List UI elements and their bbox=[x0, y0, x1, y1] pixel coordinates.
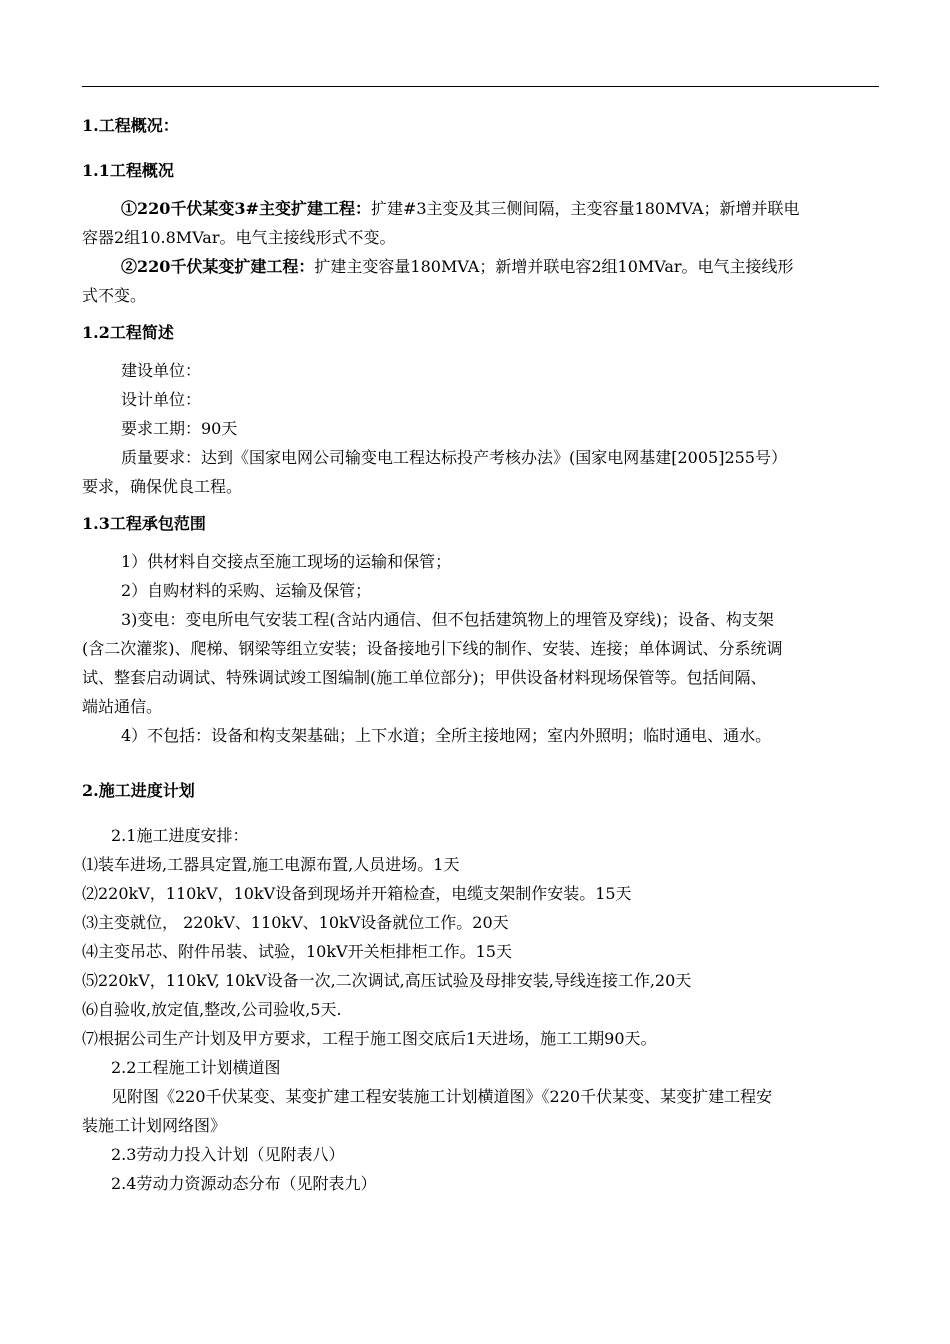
heading-1: 1.工程概况： bbox=[82, 116, 179, 135]
paragraph-2-bold: ②220千伏某变扩建工程： bbox=[121, 257, 315, 276]
section-1-1-title: 1.1工程概况 bbox=[82, 161, 174, 180]
required-period: 要求工期：90天 bbox=[121, 419, 238, 438]
schedule-step-3: ⑶主变就位， 220kV、110kV、10kV设备就位工作。20天 bbox=[82, 913, 509, 932]
schedule-step-1: ⑴装车进场,工器具定置,施工电源布置,人员进场。1天 bbox=[82, 855, 460, 874]
schedule-step-5: ⑸220kV，110kV, 10kV设备一次,二次调试,高压试验及母排安装,导线连接工作,20天 bbox=[82, 971, 692, 990]
schedule-step-2: ⑵220kV，110kV，10kV设备到现场并开箱检查，电缆支架制作安装。15天 bbox=[82, 884, 632, 903]
paragraph-2-line-1 bbox=[121, 257, 794, 277]
paragraph-1-bold: ①220千伏某变3#主变扩建工程： bbox=[121, 199, 371, 218]
labor-plan: 2.3劳动力投入计划（见附表八） bbox=[111, 1145, 345, 1164]
gantt-ref-line-1: 见附图《220千伏某变、某变扩建工程安装施工计划横道图》《220千伏某变、某变扩建工程安 bbox=[111, 1087, 773, 1106]
schedule-title: 2.1施工进度安排： bbox=[111, 826, 249, 845]
paragraph-1-line-1 bbox=[121, 199, 800, 219]
scope-item-3-line-4: 端站通信。 bbox=[82, 697, 163, 716]
scope-item-3-line-2: (含二次灌浆)、爬梯、钢梁等组立安装；设备接地引下线的制作、安装、连接；单体调试、分系统调 bbox=[82, 639, 783, 658]
scope-item-3-line-1: 3)变电：变电所电气安装工程(含站内通信、但不包括建筑物上的埋管及穿线)；设备、构支架 bbox=[121, 610, 774, 629]
design-unit: 设计单位： bbox=[121, 390, 202, 409]
heading-2: 2.施工进度计划 bbox=[82, 781, 195, 800]
section-1-3-title: 1.3工程承包范围 bbox=[82, 514, 206, 533]
scope-item-1: 1）供材料自交接点至施工现场的运输和保管； bbox=[121, 552, 452, 571]
schedule-step-6: ⑹自验收,放定值,整改,公司验收,5天. bbox=[82, 1000, 342, 1019]
schedule-step-4: ⑷主变吊芯、附件吊装、试验，10kV开关柜排柜工作。15天 bbox=[82, 942, 512, 961]
header-rule bbox=[82, 86, 879, 87]
scope-item-4: 4）不包括：设备和构支架基础；上下水道；全所主接地网；室内外照明；临时通电、通水。 bbox=[121, 726, 772, 745]
quality-requirement: 质量要求：达到《国家电网公司输变电工程达标投产考核办法》(国家电网基建[2005]255号） bbox=[121, 448, 787, 467]
gantt-ref-line-2: 装施工计划网络图》 bbox=[82, 1116, 227, 1135]
quality-requirement-cont: 要求，确保优良工程。 bbox=[82, 477, 243, 496]
scope-item-2: 2）自购材料的采购、运输及保管； bbox=[121, 581, 372, 600]
scope-item-3-line-3: 试、整套启动调试、特殊调试竣工图编制(施工单位部分)；甲供设备材料现场保管等。包括间隔、 bbox=[82, 668, 767, 687]
schedule-step-7: ⑺根据公司生产计划及甲方要求，工程于施工图交底后1天进场，施工工期90天。 bbox=[82, 1029, 657, 1048]
construction-unit: 建设单位： bbox=[121, 361, 202, 380]
section-1-2-title: 1.2工程简述 bbox=[82, 323, 174, 342]
paragraph-2-text: 扩建主变容量180MVA；新增并联电容2组10MVar。电气主接线形 bbox=[314, 257, 794, 276]
labor-distribution: 2.4劳动力资源动态分布（见附表九） bbox=[111, 1174, 377, 1193]
paragraph-1-text: 扩建#3主变及其三侧间隔，主变容量180MVA；新增并联电 bbox=[370, 199, 800, 218]
paragraph-1-line-2: 容器2组10.8MVar。电气主接线形式不变。 bbox=[82, 228, 396, 247]
gantt-title: 2.2工程施工计划横道图 bbox=[111, 1058, 281, 1077]
paragraph-2-line-2: 式不变。 bbox=[82, 286, 147, 305]
